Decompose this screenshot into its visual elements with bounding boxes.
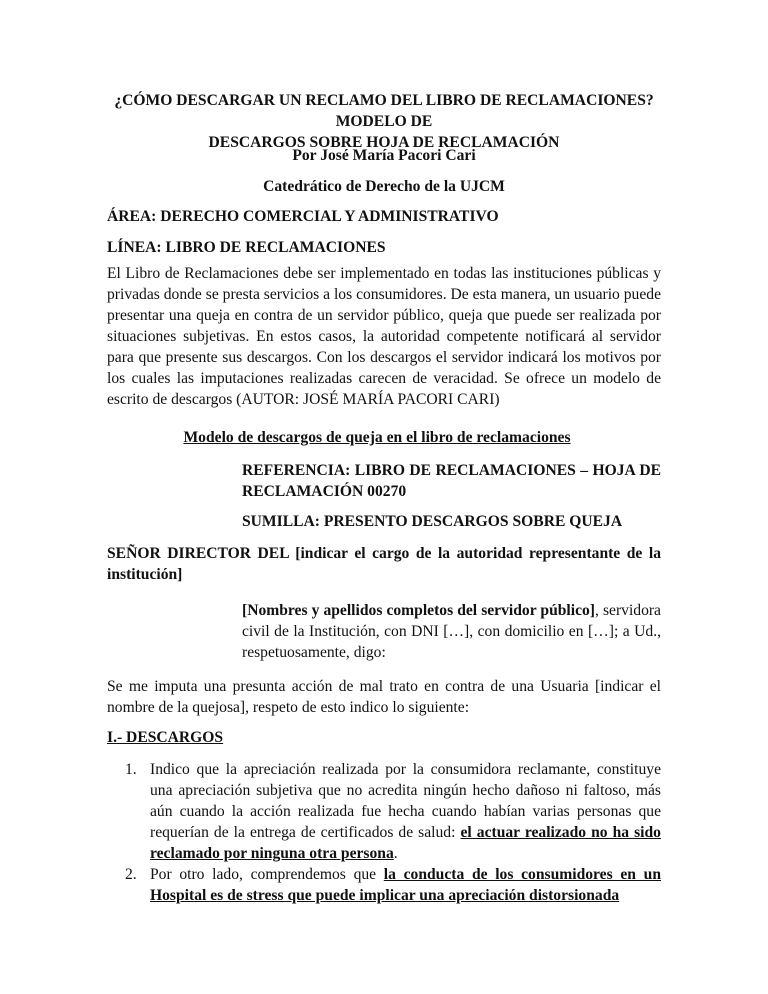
servidor-block: [Nombres y apellidos completos del servidor público], servidora civil de la Institución, con DNI […], con domicilio en […]; a Ud., respetuosamente, digo: xyxy=(242,602,661,661)
sumilla: SUMILLA: PRESENTO DESCARGOS SOBRE QUEJA xyxy=(242,513,623,530)
list-item: 2. Por otro lado, comprendemos que la conducta de los consumidores en un Hospital es de stress que puede implicar una apreciación distorsionada xyxy=(125,866,661,904)
descargos-list xyxy=(107,759,661,906)
title-line-1: ¿CÓMO DESCARGAR UN RECLAMO DEL LIBRO DE RECLAMACIONES? MODELO DE xyxy=(114,92,654,130)
list-item: 1. Indico que la apreciación realizada por la consumidora reclamante, constituye una apreciación subjetiva que no acredita ningún hecho dañoso ni faltoso, más aún cuando la acción realizada fue hecha cuando habían varias personas que requerían de la entrega de certificados de salud: el actuar realizado no ha sido reclamado por ninguna otra persona. xyxy=(125,761,661,862)
title-line-2: DESCARGOS SOBRE HOJA DE RECLAMACIÓN xyxy=(208,134,560,151)
author: Por José María Pacori Cari xyxy=(292,147,476,164)
model-heading: Modelo de descargos de queja en el libro de reclamaciones xyxy=(183,429,571,446)
section-descargos: I.- DESCARGOS xyxy=(107,729,224,746)
document-title xyxy=(107,90,661,153)
linea-label: LÍNEA: LIBRO DE RECLAMACIONES xyxy=(107,239,386,256)
referencia: REFERENCIA: LIBRO DE RECLAMACIONES – HOJA DE RECLAMACIÓN 00270 xyxy=(242,462,661,500)
imputa-paragraph: Se me imputa una presunta acción de mal trato en contra de una Usuaria [indicar el nombre de la quejosa], respeto de esto indico lo siguiente: xyxy=(107,678,661,716)
intro-paragraph: El Libro de Reclamaciones debe ser implementado en todas las instituciones públicas y privadas donde se presta servicios a los consumidores. De esta manera, un usuario puede presentar una queja en contra de un servidor público, queja que puede ser realizada por situaciones subjetivas. En estos casos, la autoridad competente notificará al servidor para que presente sus descargos. Con los descargos el servidor indicará los motivos por los cuales las imputaciones realizadas carecen de veracidad. Se ofrece un modelo de escrito de descargos (AUTOR: JOSÉ MARÍA PACORI CARI) xyxy=(107,265,661,408)
area-label: ÁREA: DERECHO COMERCIAL Y ADMINISTRATIVO xyxy=(107,208,499,225)
author-role: Catedrático de Derecho de la UJCM xyxy=(263,178,505,195)
addressee: SEÑOR DIRECTOR DEL [indicar el cargo de la autoridad representante de la institución] xyxy=(107,545,661,583)
